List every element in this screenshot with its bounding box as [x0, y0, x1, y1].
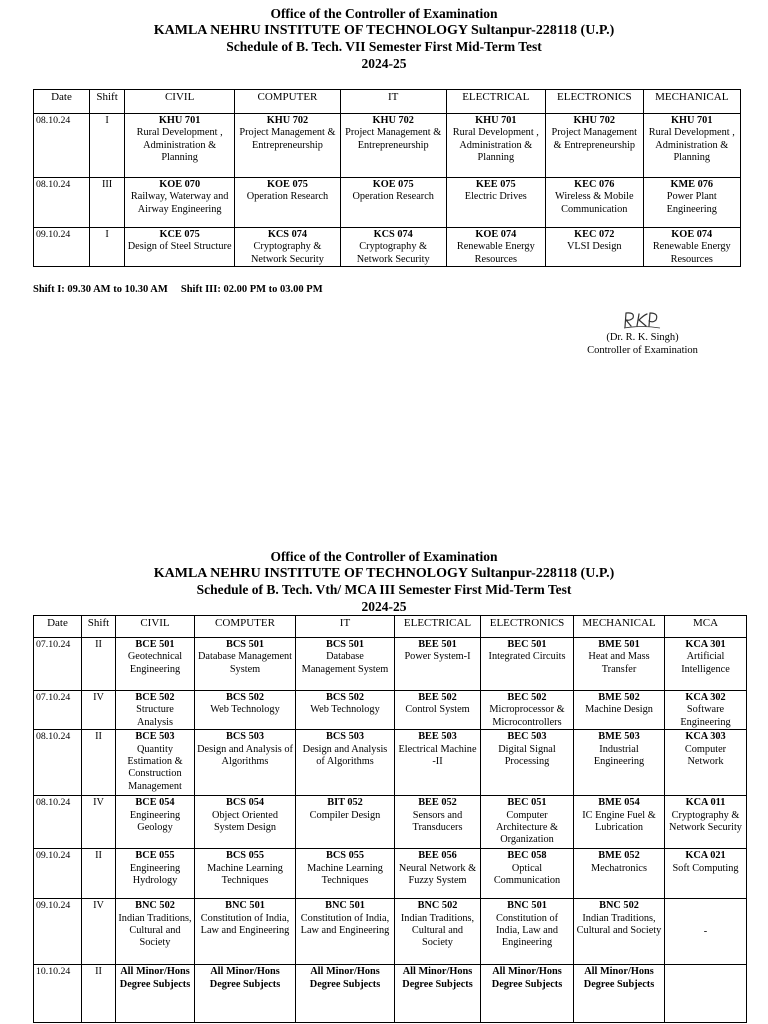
subject-cell [574, 691, 665, 730]
subject-name: Compiler Design [309, 809, 381, 821]
subject-cell [546, 228, 643, 267]
subject-code: KCS 074 [267, 229, 308, 240]
column-header: COMPUTER [195, 616, 296, 638]
subject-name: VLSI Design [566, 241, 622, 253]
subject-cell [235, 228, 341, 267]
subject-cell [395, 796, 481, 849]
subject-cell [643, 178, 741, 228]
subject-code: KOE 075 [372, 179, 414, 190]
subject-code: BCS 502 [325, 692, 365, 703]
subject-code: BCS 501 [325, 639, 365, 650]
subject-cell [481, 849, 574, 899]
subject-code: BCS 502 [225, 692, 265, 703]
subject-name: IC Engine Fuel & Lubrication [582, 809, 656, 834]
subject-code: KHU 701 [475, 115, 517, 126]
subject-code: BEC 051 [507, 797, 547, 809]
subject-name: Machine Learning Techniques [307, 862, 383, 887]
subject-cell [574, 849, 665, 899]
date-cell: 07.10.24 [34, 691, 82, 730]
doc1-office-title: Office of the Controller of Examination [270, 6, 498, 21]
signatory-title: Controller of Examination [587, 345, 698, 356]
subject-name: - [703, 926, 708, 938]
subject-name: Neural Network & Fuzzy System [398, 862, 477, 887]
subject-cell [125, 228, 235, 267]
subject-name: Artificial Intelligence [681, 651, 730, 675]
subject-name: Engineering Hydrology [129, 862, 181, 887]
subject-cell [481, 691, 574, 730]
subject-cell [481, 899, 574, 965]
subject-name: Design and Analysis of Algorithms [197, 743, 293, 768]
subject-code: BEC 058 [507, 850, 547, 862]
subject-name: Constitution of India, Law and Engineering [495, 912, 559, 949]
subject-code: KEC 076 [574, 179, 615, 190]
doc2-header [0, 549, 768, 615]
subject-name: Cryptography & Network Security [669, 809, 742, 834]
date-cell: 08.10.24 [34, 114, 90, 178]
subject-name: Project Management & Entrepreneurship [239, 127, 336, 151]
subject-cell [195, 691, 296, 730]
subject-name: Rural Development , Administration & Planning [136, 127, 223, 164]
column-header: MECHANICAL [643, 90, 741, 114]
subject-cell [395, 638, 481, 691]
doc1-table-header-row [34, 90, 741, 114]
subject-code: BCS 054 [225, 797, 265, 809]
subject-name: All Minor/Hons Degree Subjects [491, 966, 563, 990]
subject-code: BCS 055 [225, 850, 265, 862]
subject-cell [481, 796, 574, 849]
subject-code: BME 501 [598, 639, 640, 650]
subject-cell [195, 849, 296, 899]
subject-code: BCS 501 [225, 639, 265, 650]
subject-cell [195, 965, 296, 1023]
schedule-row [34, 228, 741, 267]
subject-name: Design of Steel Structure [127, 241, 232, 253]
subject-cell [296, 691, 395, 730]
subject-name: Object Oriented System Design [211, 809, 279, 834]
subject-cell [395, 691, 481, 730]
doc1-shift-timings: Shift I: 09.30 AM to 10.30 AM Shift III: 02.00 PM to 03.00 PM [33, 284, 323, 295]
subject-name: Power Plant Engineering [666, 191, 717, 215]
subject-code: KOE 074 [475, 229, 517, 240]
schedule-row [34, 849, 747, 899]
subject-cell [116, 691, 195, 730]
subject-code: KOE 075 [266, 179, 308, 190]
doc2-institute-title: KAMLA NEHRU INSTITUTE OF TECHNOLOGY Sultanpur-228118 (U.P.) [153, 565, 615, 581]
shift-cell: II [82, 965, 116, 1023]
subject-code: KCA 303 [685, 731, 726, 743]
subject-cell [116, 796, 195, 849]
subject-code: KCA 301 [685, 639, 726, 650]
column-header: CIVIL [125, 90, 235, 114]
subject-name: Rural Development , Administration & Planning [452, 127, 539, 164]
subject-code: BEC 502 [507, 692, 547, 703]
subject-cell [125, 114, 235, 178]
date-cell: 10.10.24 [34, 965, 82, 1023]
subject-code: BNC 501 [325, 900, 365, 912]
subject-name: Industrial Engineering [593, 743, 645, 768]
schedule-row [34, 965, 747, 1023]
subject-cell [116, 638, 195, 691]
subject-cell [195, 899, 296, 965]
subject-cell [665, 796, 747, 849]
subject-name: Computer Network [684, 743, 727, 768]
subject-name: All Minor/Hons Degree Subjects [209, 966, 281, 990]
subject-name: Machine Design [585, 704, 653, 716]
subject-name: Geotechnical Engineering [127, 651, 183, 675]
subject-cell [574, 796, 665, 849]
subject-code: KOE 074 [671, 229, 713, 240]
shift-cell: IV [82, 796, 116, 849]
subject-cell [340, 178, 446, 228]
subject-name: Database Management System [301, 651, 389, 675]
schedule-row [34, 730, 747, 796]
subject-name: Soft Computing [672, 862, 739, 874]
subject-name: Quantity Estimation & Construction Management [127, 743, 183, 792]
subject-cell [195, 796, 296, 849]
subject-cell [116, 849, 195, 899]
column-header: CIVIL [116, 616, 195, 638]
subject-name: Design and Analysis of Algorithms [302, 743, 388, 768]
subject-code: BCS 503 [225, 731, 265, 743]
subject-cell [116, 899, 195, 965]
date-cell: 07.10.24 [34, 638, 82, 691]
subject-name: Heat and Mass Transfer [588, 651, 650, 675]
subject-name: Project Management & Entrepreneurship [345, 127, 442, 151]
shift-cell: II [82, 849, 116, 899]
subject-name: Project Management & Entrepreneurship [551, 127, 638, 151]
subject-code: KME 076 [670, 179, 714, 190]
subject-name: All Minor/Hons Degree Subjects [402, 966, 473, 990]
subject-code: BEE 502 [418, 692, 457, 703]
column-header: ELECTRONICS [546, 90, 643, 114]
column-header: ELECTRONICS [481, 616, 574, 638]
subject-cell [235, 178, 341, 228]
subject-cell [481, 965, 574, 1023]
subject-code: BCS 503 [325, 731, 365, 743]
subject-code: BEE 052 [418, 797, 457, 809]
column-header: ELECTRICAL [395, 616, 481, 638]
subject-code: KCA 021 [685, 850, 726, 862]
column-header: Date [34, 90, 90, 114]
shift-cell: I [89, 228, 124, 267]
subject-cell [665, 899, 747, 965]
subject-cell [546, 114, 643, 178]
date-cell: 08.10.24 [34, 178, 90, 228]
subject-code: BCE 503 [135, 731, 175, 743]
subject-name: All Minor/Hons Degree Subjects [309, 966, 381, 990]
subject-code: KCE 075 [159, 229, 200, 240]
subject-cell [235, 114, 341, 178]
date-cell: 09.10.24 [34, 849, 82, 899]
subject-code: BNC 502 [417, 900, 458, 912]
signature-image [622, 310, 662, 330]
date-cell: 09.10.24 [34, 228, 90, 267]
subject-code: BNC 501 [507, 900, 547, 912]
subject-cell [116, 965, 195, 1023]
schedule-row [34, 796, 747, 849]
subject-name: Engineering Geology [129, 809, 181, 834]
subject-name: Database Management System [197, 651, 293, 675]
subject-code: BEC 503 [507, 731, 547, 743]
doc2-schedule-table [33, 615, 747, 1023]
subject-name: Integrated Circuits [488, 651, 566, 663]
doc2-schedule-title: Schedule of B. Tech. Vth/ MCA III Semester First Mid-Term Test [196, 582, 572, 597]
subject-code: BME 052 [598, 850, 640, 862]
subject-cell [395, 899, 481, 965]
subject-cell [340, 114, 446, 178]
doc1-schedule-table [33, 89, 741, 267]
subject-code: KEE 075 [475, 179, 516, 190]
subject-cell [296, 638, 395, 691]
subject-cell [395, 730, 481, 796]
subject-cell [665, 965, 747, 1023]
subject-name: Computer Architecture & Organization [495, 809, 559, 846]
subject-name: Digital Signal Processing [498, 743, 556, 768]
subject-code: KCS 074 [373, 229, 413, 240]
subject-name: Indian Traditions, Cultural and Society [576, 912, 662, 937]
subject-code: KCA 302 [685, 692, 726, 703]
subject-cell [296, 796, 395, 849]
column-header: Shift [89, 90, 124, 114]
subject-cell [195, 730, 296, 796]
subject-cell [446, 114, 546, 178]
subject-code: BCS 055 [325, 850, 365, 862]
shift-cell: IV [82, 899, 116, 965]
subject-cell [195, 638, 296, 691]
subject-name: Cryptography & Network Security [250, 241, 324, 265]
subject-code: BEE 503 [418, 731, 457, 743]
shift-cell: IV [82, 691, 116, 730]
subject-code: KHU 702 [372, 115, 414, 126]
subject-cell [481, 730, 574, 796]
subject-name: Sensors and Transducers [412, 809, 463, 834]
subject-code: KHU 702 [266, 115, 309, 126]
subject-name: Operation Research [246, 191, 329, 203]
subject-cell [665, 638, 747, 691]
subject-name: Control System [405, 704, 470, 716]
subject-cell [481, 638, 574, 691]
schedule-row [34, 178, 741, 228]
subject-name: All Minor/Hons Degree Subjects [583, 966, 655, 990]
subject-name: Microprocessor & Microcontrollers [489, 704, 565, 728]
subject-cell [395, 849, 481, 899]
column-header: MECHANICAL [574, 616, 665, 638]
subject-code: KEC 072 [574, 229, 615, 240]
subject-cell [643, 228, 741, 267]
subject-name: Renewable Energy Resources [652, 241, 731, 265]
doc1-institute-title: KAMLA NEHRU INSTITUTE OF TECHNOLOGY Sultanpur-228118 (U.P.) [153, 22, 615, 38]
subject-cell [395, 965, 481, 1023]
subject-cell [665, 849, 747, 899]
subject-name: Mechatronics [590, 862, 648, 874]
subject-code: KOE 070 [159, 179, 201, 190]
subject-name: Web Technology [210, 704, 280, 716]
subject-code: BNC 502 [135, 900, 175, 912]
subject-code: BME 502 [598, 692, 640, 703]
doc1-schedule-title: Schedule of B. Tech. VII Semester First Mid-Term Test [226, 39, 542, 54]
column-header: COMPUTER [235, 90, 341, 114]
column-header: Date [34, 616, 82, 638]
subject-code: BCE 055 [135, 850, 175, 862]
doc2-office-title: Office of the Controller of Examination [270, 549, 498, 564]
schedule-row [34, 691, 747, 730]
subject-cell [340, 228, 446, 267]
schedule-row [34, 114, 741, 178]
date-cell: 09.10.24 [34, 899, 82, 965]
subject-cell [446, 228, 546, 267]
subject-cell [296, 849, 395, 899]
shift-cell: III [89, 178, 124, 228]
subject-code: KHU 702 [573, 115, 616, 126]
subject-name: Wireless & Mobile Communication [555, 191, 634, 215]
subject-name: Electrical Machine -II [398, 743, 477, 768]
subject-code: BNC 501 [225, 900, 265, 912]
subject-cell [574, 638, 665, 691]
column-header: IT [296, 616, 395, 638]
doc2-year: 2024-25 [361, 598, 407, 614]
subject-name: Software Engineering [680, 704, 731, 728]
shift-cell: II [82, 730, 116, 796]
date-cell: 08.10.24 [34, 796, 82, 849]
subject-code: BME 054 [598, 797, 640, 809]
subject-name: Optical Communication [493, 862, 561, 887]
signatory-block [565, 331, 720, 357]
subject-cell [296, 899, 395, 965]
subject-code: BEC 501 [507, 639, 547, 650]
shift-cell: I [89, 114, 124, 178]
subject-cell [296, 730, 395, 796]
subject-cell [574, 965, 665, 1023]
subject-code: BCE 502 [135, 692, 175, 703]
schedule-row [34, 899, 747, 965]
doc1-header [0, 6, 768, 72]
subject-name: Cryptography & Network Security [356, 241, 430, 265]
signatory-name: (Dr. R. K. Singh) [606, 332, 679, 343]
subject-code: BEE 501 [418, 639, 457, 650]
subject-code: BEE 056 [418, 850, 457, 862]
schedule-row [34, 638, 747, 691]
subject-cell [574, 899, 665, 965]
subject-name: Operation Research [352, 191, 434, 203]
column-header: MCA [665, 616, 747, 638]
subject-code: KHU 701 [158, 115, 201, 126]
subject-code: BCE 054 [135, 797, 175, 809]
subject-cell [643, 114, 741, 178]
subject-name: Railway, Waterway and Airway Engineering [130, 191, 229, 215]
subject-code: BCE 501 [135, 639, 175, 650]
subject-cell [665, 730, 747, 796]
subject-name: Rural Development , Administration & Planning [648, 127, 735, 164]
subject-name: Constitution of India, Law and Engineering [300, 912, 390, 937]
subject-code: BIT 052 [327, 797, 363, 809]
subject-cell [116, 730, 195, 796]
date-cell: 08.10.24 [34, 730, 82, 796]
subject-cell [574, 730, 665, 796]
column-header: ELECTRICAL [446, 90, 546, 114]
doc1-year: 2024-25 [361, 55, 407, 71]
subject-name: Indian Traditions, Cultural and Society [400, 912, 475, 949]
subject-name: Machine Learning Techniques [207, 862, 283, 887]
subject-cell [125, 178, 235, 228]
column-header: IT [340, 90, 446, 114]
subject-cell [446, 178, 546, 228]
subject-cell [665, 691, 747, 730]
subject-code: BNC 502 [599, 900, 639, 912]
subject-code: KCA 011 [685, 797, 726, 809]
subject-cell [296, 965, 395, 1023]
subject-cell [546, 178, 643, 228]
subject-name: Power System-I [404, 651, 471, 663]
subject-name: Renewable Energy Resources [456, 241, 535, 265]
shift-cell: II [82, 638, 116, 691]
subject-name: Web Technology [310, 704, 380, 716]
subject-name: All Minor/Hons Degree Subjects [119, 966, 191, 990]
doc2-table-header-row [34, 616, 747, 638]
subject-code: KHU 701 [671, 115, 713, 126]
subject-name: Indian Traditions, Cultural and Society [118, 912, 192, 949]
subject-code: BME 503 [598, 731, 640, 743]
subject-name: Electric Drives [464, 191, 527, 203]
subject-name: Constitution of India, Law and Engineering [200, 912, 290, 937]
column-header: Shift [82, 616, 116, 638]
subject-name: Structure Analysis [136, 704, 174, 728]
